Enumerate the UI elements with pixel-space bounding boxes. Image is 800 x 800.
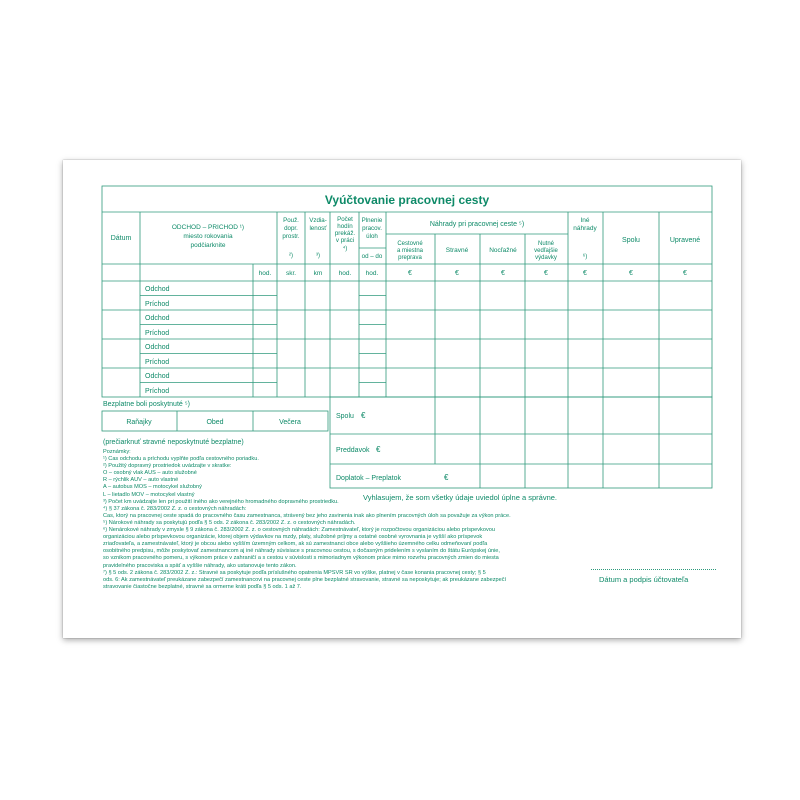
header-nutne-2: vedľajšie <box>534 248 558 254</box>
meal-obed: Obed <box>206 419 224 426</box>
footnote: L – lietadlo MOV – motocykel vlastný <box>103 491 195 498</box>
meals-note: (prečiarknuť stravné neposkytnuté bezplatne) <box>103 439 244 446</box>
unit-eur-nutne: € <box>544 270 548 277</box>
footnote: O – osobný vlak AUS – auto služobné <box>103 470 197 477</box>
unit-eur-cest: € <box>408 270 412 277</box>
footnote: organizáciou alebo príspevkovou organizácie, ktorej objem výdavkov na mzdy, platy, služobné príjmy a ostatné osobné vyrovnania je vyšší ako príspevok <box>103 534 483 541</box>
header-ine-2: náhrady <box>573 225 597 232</box>
table-border <box>102 186 712 397</box>
footnote: ¹) Čas odchodu a príchodu vyplňte podľa cestovného poriadku. <box>103 456 259 463</box>
unit-eur-spolu: € <box>629 270 633 277</box>
header-ine-note: ⁶) <box>582 254 588 260</box>
footnote: ods. 6: Ak zamestnávateľ preukázane zabezpečí zamestnancovi na pracovnej ceste plne bezplatné stravovanie, stravné sa neposkytuje; ak preukázane zabezpečí <box>103 576 507 583</box>
unit-eur-nocl: € <box>501 270 505 277</box>
unit-km: km <box>313 270 323 277</box>
header-odchod-2: miesto rokovania <box>183 233 233 240</box>
footnote: stravovanie čiastočne bezplatné, stravné sa ormerne kráti podľa § 5 ods. 1 až 7. <box>103 583 302 590</box>
header-vzd-1: Vzdia- <box>309 217 327 224</box>
unit-eur-upravene: € <box>683 270 687 277</box>
unit-hod2: hod. <box>338 270 352 277</box>
header-pouz-3: prostr. <box>282 233 300 240</box>
footnote: ³) Počet km uvádzajte len pri použití iného ako verejného hromadného dopravného prostriedku. <box>103 498 339 505</box>
unit-eur-ine: € <box>583 270 587 277</box>
preddavok-eur: € <box>376 445 381 454</box>
row-label: Príchod <box>145 301 170 308</box>
header-plnenie-3: úloh <box>366 233 378 240</box>
footnote: A – autobus MOS – motocykel služobný <box>103 484 202 491</box>
header-pocet-4: v práci <box>335 237 355 244</box>
header-ine-1: Iné <box>580 217 590 224</box>
header-plnenie-2: pracov. <box>362 225 382 232</box>
header-vzd-2: lenosť <box>309 225 327 232</box>
row-label: Príchod <box>145 359 170 366</box>
unit-hod: hod. <box>258 270 272 277</box>
footnote: so vznikom pracovného pomeru, s výkonom práce v zahraničí a s cestou v súvislosti s mimoriadnym výkonom práce mimo rozvrhu pracovných zmien do miesta <box>103 555 499 562</box>
row-label: Odchod <box>145 315 170 322</box>
header-nocl: Nocľažné <box>489 247 517 254</box>
header-pouz-note: ²) <box>289 253 293 259</box>
header-pouz-1: Použ. <box>283 217 299 224</box>
header-pocet-3: prekáž. <box>334 230 356 237</box>
header-cest-3: preprava <box>398 255 422 261</box>
unit-eur-stravne: € <box>455 270 459 277</box>
header-odchod-3: podčiarknite <box>190 242 226 249</box>
header-cest-2: a miestna <box>396 248 424 254</box>
header-vzd-note: ³) <box>316 253 320 259</box>
preddavok-label: Preddavok <box>336 447 370 454</box>
header-stravne: Stravné <box>445 247 469 254</box>
form-title: Vyúčtovanie pracovnej cesty <box>324 193 490 207</box>
header-upravene: Upravené <box>669 237 701 244</box>
row-label: Príchod <box>145 388 170 395</box>
header-nahrady: Náhrady pri pracovnej ceste ⁵) <box>429 221 525 228</box>
row-label: Odchod <box>145 373 170 380</box>
footnote: ⁶) Nenárokové náhrady v zmysle § 9 zákona č. 283/2002 Z. z. o cestovných náhradách: Zamestnávateľ, ktorý je rozpočtovou organizáciou alebo príspevkovou <box>103 527 495 534</box>
footnote: pravidelného pracoviska a späť a vyššie náhrady, ako ustanovuje tento zákon. <box>103 562 297 569</box>
footnote: osobitného predpisu, môže poskytovať zamestnancom aj iné náhrady súvisiace s pracovnou cestou, s dočasným pridelením s vyslaním do štátu Európskej únie, <box>103 548 500 555</box>
row-label: Odchod <box>145 286 170 293</box>
signature-label: Dátum a podpis účtovateľa <box>599 575 689 584</box>
signature-line[interactable] <box>591 569 716 570</box>
footnote: ⁵) Nárokové náhrady sa poskytujú podľa § 5 ods. 2 zákona č. 283/2002 Z. z. o cestovných náhradách. <box>103 519 356 526</box>
header-nutne-1: Nutné <box>537 241 555 247</box>
spolu-label: Spolu <box>336 413 354 420</box>
header-pocet-5: ⁴) <box>342 246 348 252</box>
row-label: Odchod <box>145 344 170 351</box>
header-pocet-1: Počet <box>337 216 353 223</box>
bezplatne-label: Bezplatne boli poskytnuté ⁵) <box>103 401 190 408</box>
header-odchod-1: ODCHOD – PRICHOD ¹) <box>171 224 245 231</box>
header-pouz-2: dopr. <box>284 225 298 232</box>
unit-skr: skr. <box>285 270 297 277</box>
footnote: ⁷) § 5 ods. 2 zákona č. 283/2002 Z. z.: Stravné sa poskytuje podľa príslušného opatrenia MPSVR SR vo výške, platnej v čase konania pracovnej cesty; § 5 <box>103 569 486 576</box>
travel-expense-form <box>63 160 741 638</box>
spolu-eur: € <box>361 411 366 420</box>
meal-ranajky: Raňajky <box>126 419 152 426</box>
declaration: Vyhlasujem, že som všetky údaje uviedol úplne a správne. <box>363 493 557 502</box>
footnote: ²) Použitý dopravný prostriedok uvádzajte v skratke: <box>103 463 232 470</box>
unit-hod3: hod. <box>365 270 379 277</box>
header-plnenie-4: od – do <box>361 253 383 260</box>
header-spolu: Spolu <box>622 237 640 244</box>
header-nutne-3: výdavky <box>535 255 557 261</box>
footnote: Poznámky: <box>103 449 131 455</box>
header-pocet-2: hodín <box>337 223 353 230</box>
doplatok-eur: € <box>444 473 449 482</box>
footnote: ⁴) § 37 zákona č. 283/2002 Z. z. o cestovných náhradách: <box>103 505 247 512</box>
doplatok-label: Doplatok – Preplatok <box>336 475 401 482</box>
row-label: Príchod <box>145 330 170 337</box>
header-plnenie-1: Plnenie <box>361 217 383 224</box>
footnote: Čas, ktorý na pracovnej ceste spadá do pracovného času zamestnanca, strávený bez jeho zavinenia inak ako plnením pracovných úloh sa považuje za výkon práce. <box>103 512 511 519</box>
footnote: zriaďovateľa, a zamestnávateľ, ktorý je obcou alebo vyšším územným celkom, ak sú zamestnanci obce alebo vyššieho územného celku odmeňovaní podľa <box>103 541 488 548</box>
meal-vecera: Večera <box>279 419 301 426</box>
footnotes <box>103 449 623 591</box>
footnote: R – rýchlik AUV – auto vlastné <box>103 477 179 484</box>
header-cest-1: Cestovné <box>397 241 423 247</box>
header-datum: Dátum <box>110 235 132 242</box>
